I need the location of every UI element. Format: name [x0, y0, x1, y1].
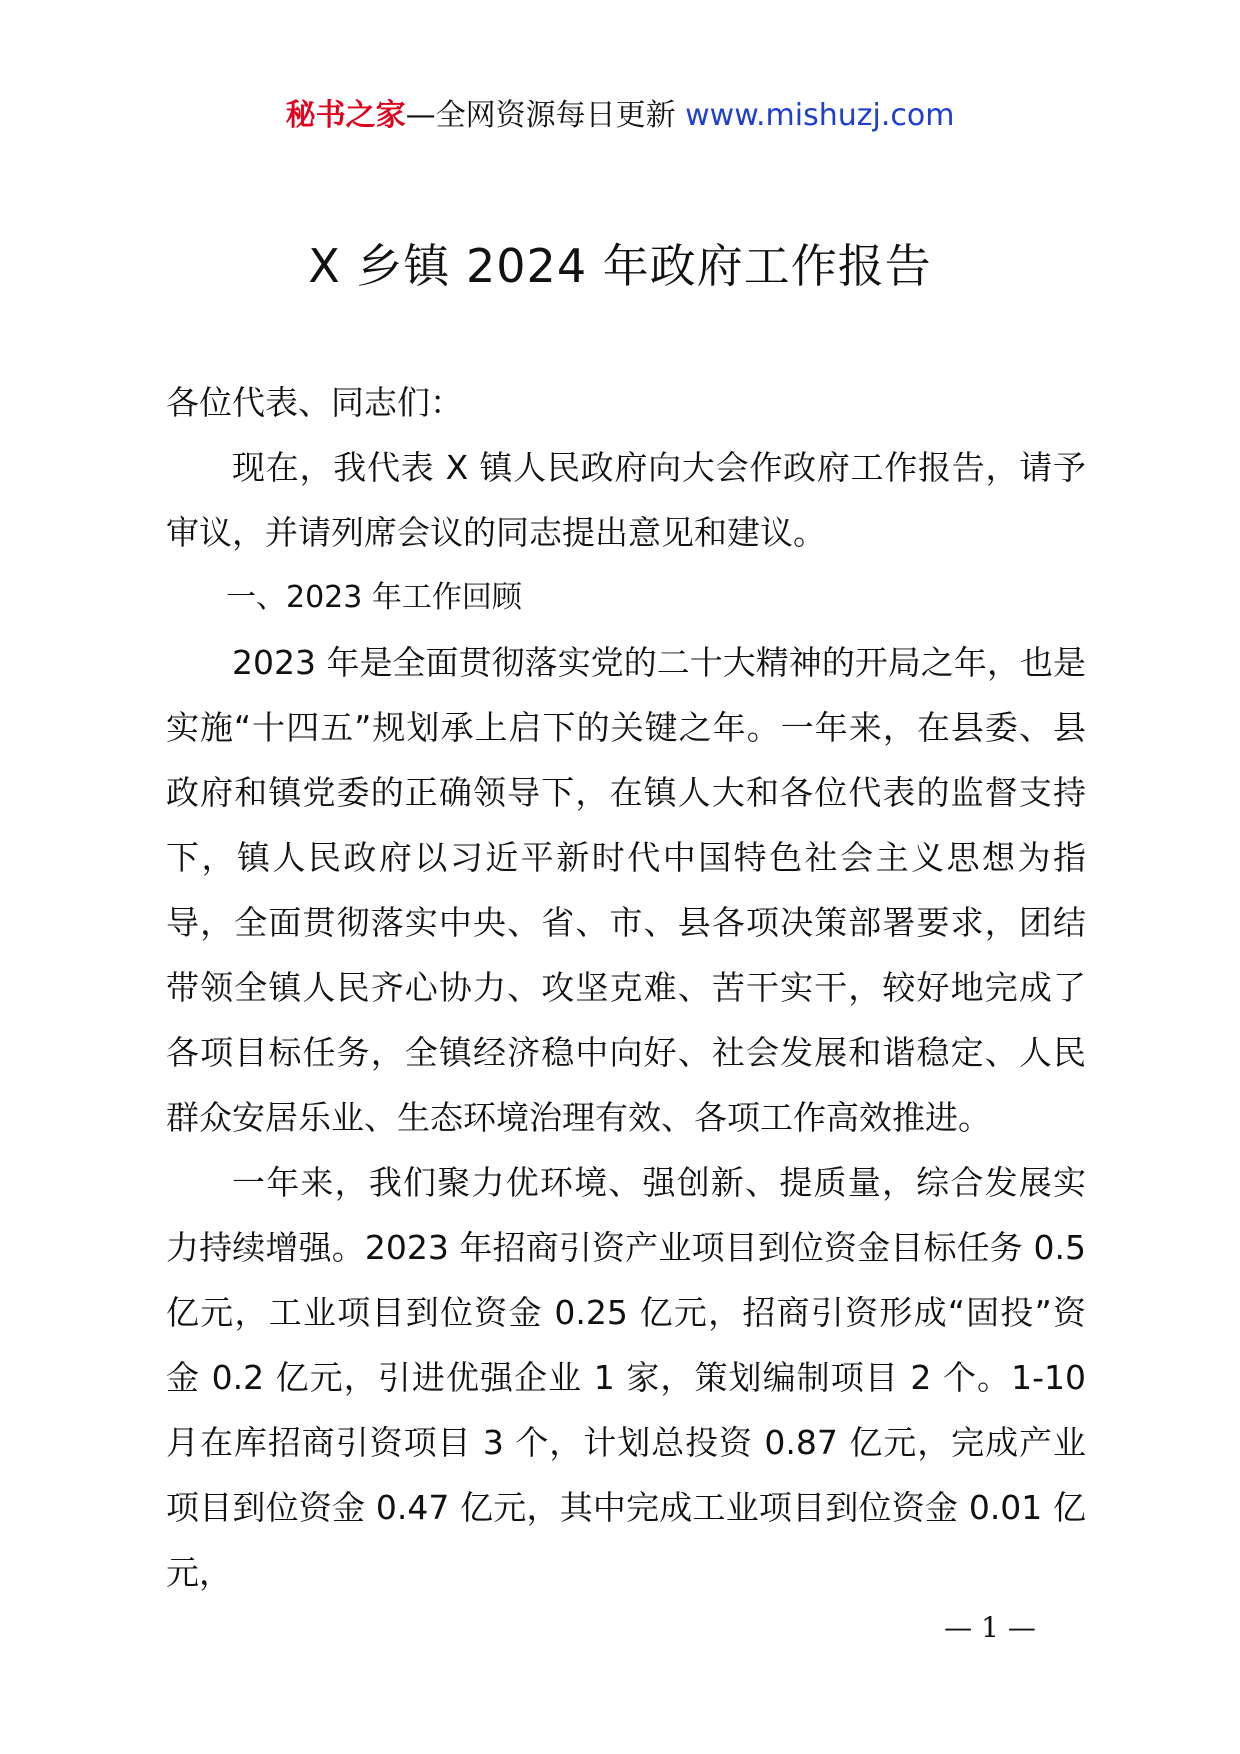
- page-number-footer: [930, 1610, 1050, 1646]
- paragraph: 一年来，我们聚力优环境、强创新、提质量，综合发展实力持续增强。2023 年招商引资产业项目到位资金目标任务 0.5 亿元，工业项目到位资金 0.25 亿元，招商引资形成“固投”资金 0.2 亿元，引进优强企业 1 家，策划编制项目 2 个。1-10 月在库招商引资项目 3 个，计划总投资 0.87 亿元，完成产业项目到位资金 0.47 亿元，其中完成工业项目到位资金 0.01 亿元，: [166, 1163, 1086, 1592]
- document-body: [166, 370, 1086, 1605]
- page-dash-right: —: [1007, 1611, 1036, 1644]
- paragraph: 现在，我代表 X 镇人民政府向大会作政府工作报告，请予审议，并请列席会议的同志提出意见和建议。: [166, 448, 1086, 552]
- page-dash-left: —: [944, 1611, 973, 1644]
- banner-slogan: 全网资源每日更新: [435, 98, 676, 133]
- section-heading: 一、2023 年工作回顾: [226, 580, 522, 615]
- brand-name: 秘书之家: [285, 98, 406, 133]
- page-number: 1: [981, 1611, 999, 1644]
- site-link[interactable]: www.mishuzj.com: [685, 98, 955, 133]
- paragraph: 2023 年是全面贯彻落实党的二十大精神的开局之年，也是实施“十四五”规划承上启下的关键之年。一年来，在县委、县政府和镇党委的正确领导下，在镇人大和各位代表的监督支持下，镇人民政府以习近平新时代中国特色社会主义思想为指导，全面贯彻落实中央、省、市、县各项决策部署要求，团结带领全镇人民齐心协力、攻坚克难、苦干实干，较好地完成了各项目标任务，全镇经济稳中向好、社会发展和谐稳定、人民群众安居乐业、生态环境治理有效、各项工作高效推进。: [166, 643, 1086, 1137]
- banner-separator: —: [405, 98, 436, 133]
- salutation: 各位代表、同志们：: [166, 383, 463, 422]
- document-title: X 乡镇 2024 年政府工作报告: [308, 239, 932, 293]
- site-banner: [0, 96, 1240, 136]
